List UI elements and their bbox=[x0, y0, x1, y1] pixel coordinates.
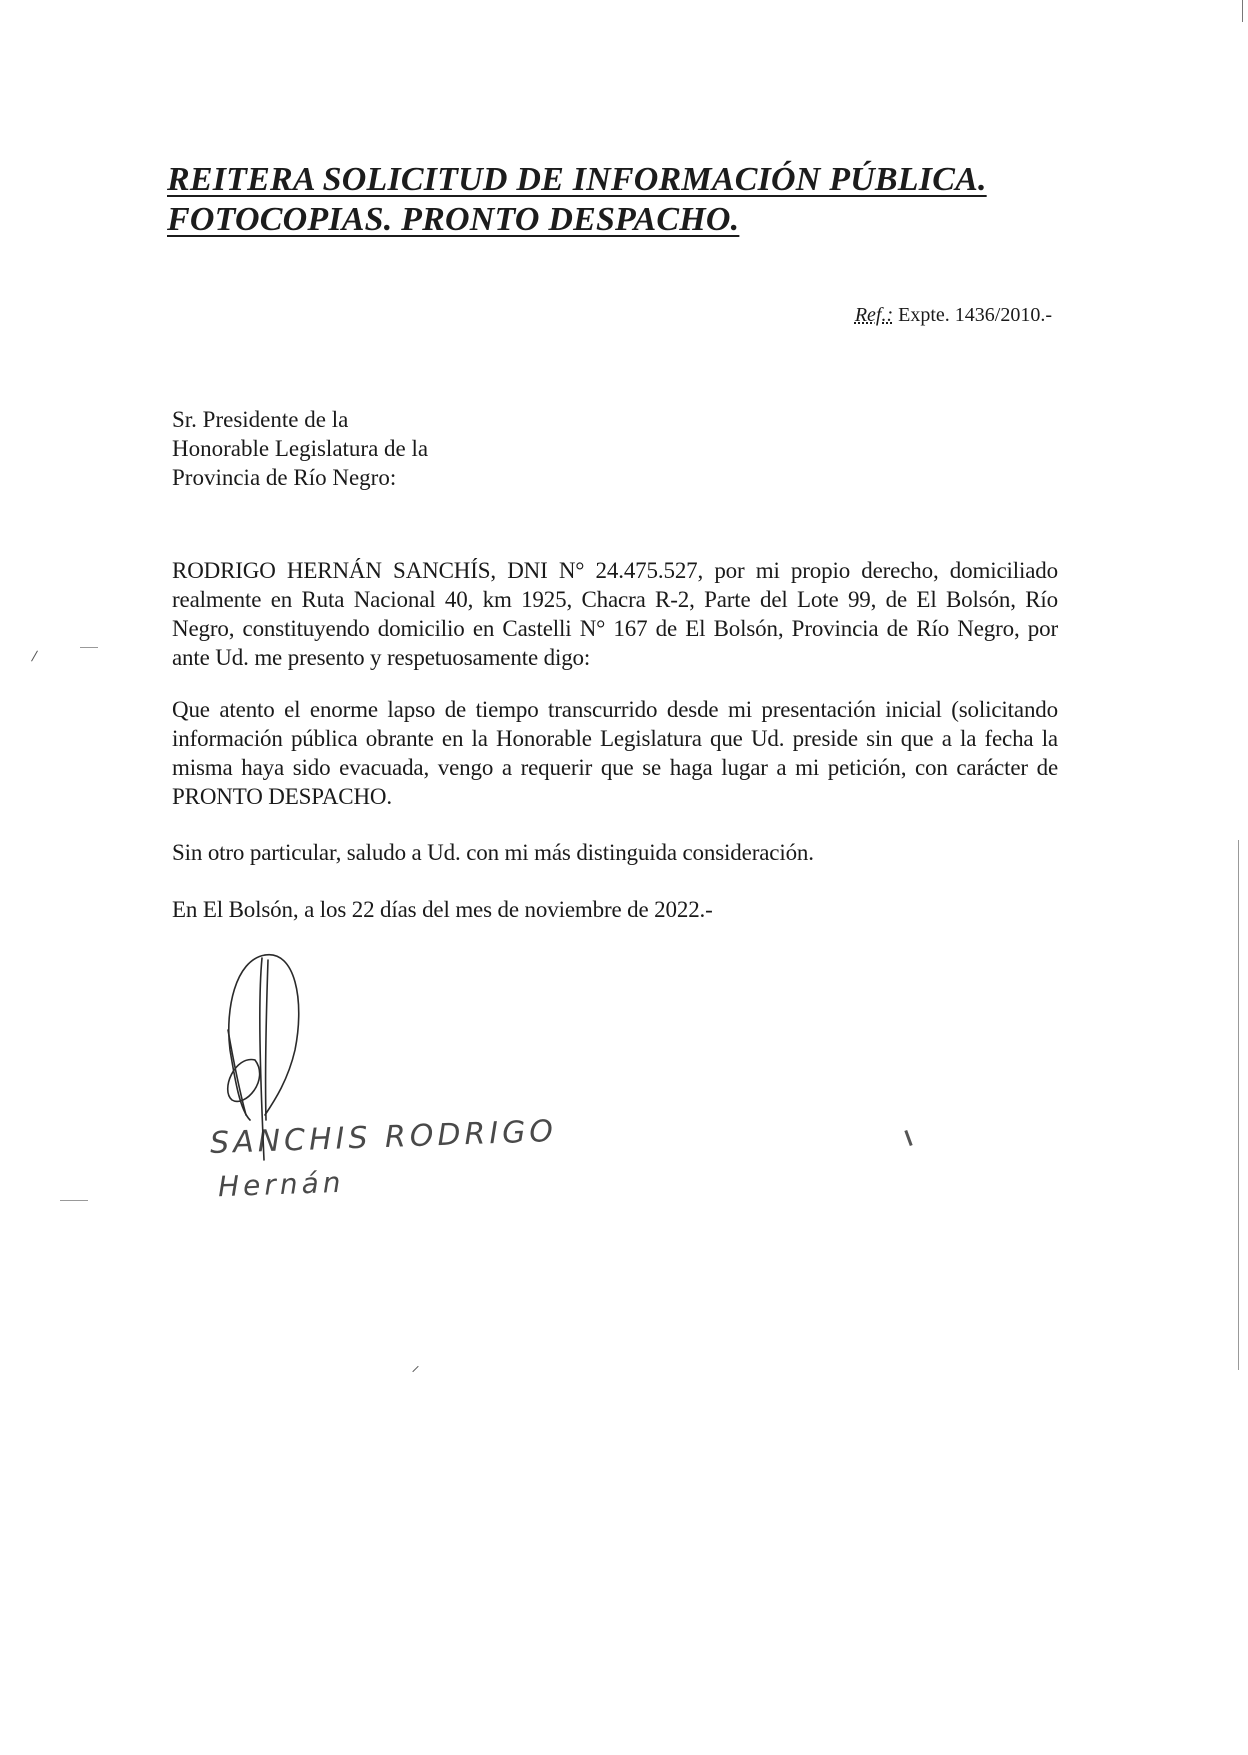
scan-mark bbox=[60, 1200, 88, 1201]
signature-block bbox=[180, 940, 580, 1240]
scan-edge-line bbox=[1238, 840, 1239, 1370]
scan-mark bbox=[904, 1130, 912, 1146]
addressee-line-2: Honorable Legislatura de la bbox=[172, 436, 429, 461]
reference-value: Expte. 1436/2010.- bbox=[898, 304, 1052, 326]
reference-label: Ref.: bbox=[854, 304, 894, 326]
title-line-2: FOTOCOPIAS. PRONTO DESPACHO. bbox=[167, 201, 740, 238]
paragraph-identification: RODRIGO HERNÁN SANCHÍS, DNI N° 24.475.527, por mi propio derecho, domiciliado realmente en Ruta Nacional 40, km 1925, Chacra R-2, Parte del Lote 99, de El Bolsón, Río Negro, constituyendo domicilio en Castelli N° 167 de El Bolsón, Provincia de Río Negro, por ante Ud. me presento y respetuosamente digo: bbox=[172, 558, 1058, 670]
document-title bbox=[167, 160, 1007, 240]
signature-handwritten-given-name: Hernán bbox=[217, 1165, 345, 1204]
paragraph-request: Que atento el enorme lapso de tiempo transcurrido desde mi presentación inicial (solicitando información pública obrante en la Honorable Legislatura que Ud. preside sin que a la fecha la misma haya sido evacuada, vengo a requerir que se haga lugar a mi petición, con carácter de PRONTO DESPACHO. bbox=[172, 697, 1058, 809]
reference-line bbox=[855, 302, 1052, 328]
scan-mark bbox=[80, 647, 98, 648]
addressee-line-3: Provincia de Río Negro: bbox=[172, 465, 397, 490]
signature-handwritten-name: SANCHIS RODRIGO bbox=[209, 1113, 558, 1162]
scan-edge-line bbox=[1242, 0, 1243, 22]
scan-mark bbox=[412, 1366, 418, 1372]
title-line-1: REITERA SOLICITUD DE INFORMACIÓN PÚBLICA. bbox=[167, 161, 987, 198]
addressee-block bbox=[172, 405, 428, 492]
date-line: En El Bolsón, a los 22 días del mes de noviembre de 2022.- bbox=[172, 897, 713, 922]
scan-mark bbox=[31, 651, 38, 662]
addressee-line-1: Sr. Presidente de la bbox=[172, 407, 349, 432]
closing-line: Sin otro particular, saludo a Ud. con mi más distinguida consideración. bbox=[172, 840, 814, 865]
